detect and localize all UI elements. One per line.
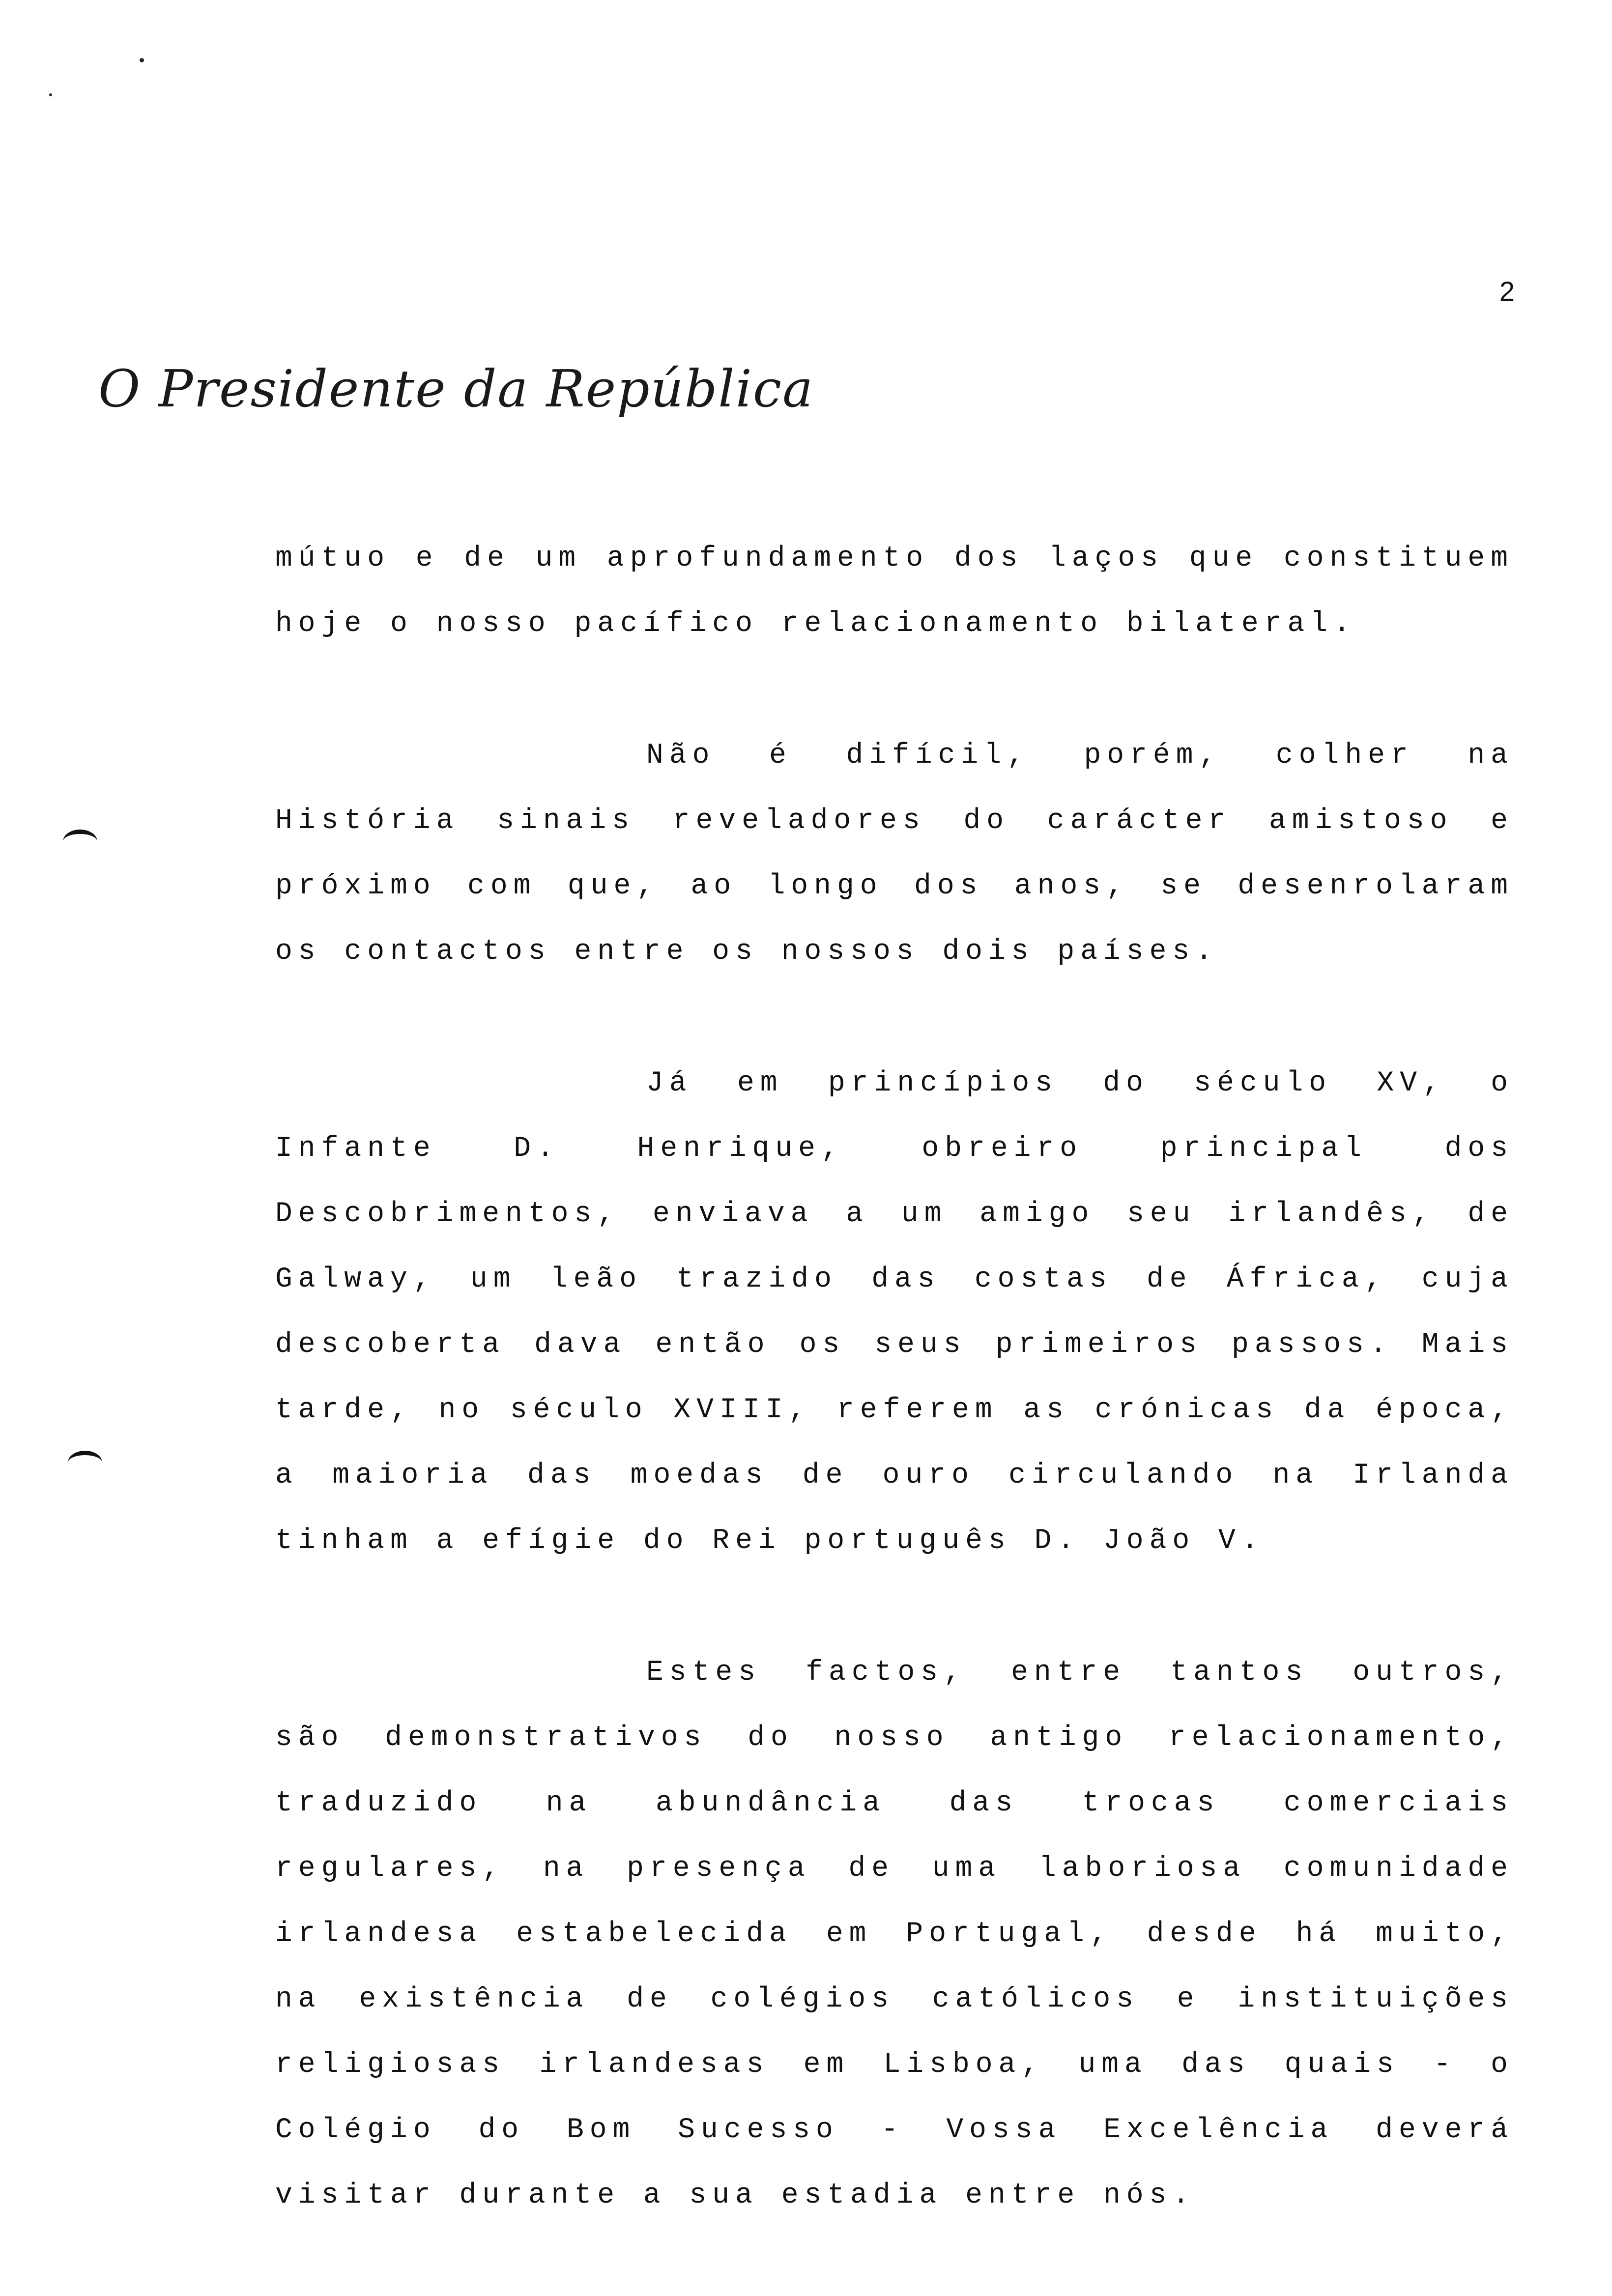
- punch-hole-mark: [63, 830, 97, 854]
- letterhead-title: O Presidente da República: [98, 359, 814, 419]
- page-number: 2: [1499, 276, 1516, 307]
- letter-body: [275, 526, 1514, 2228]
- scan-speck: [49, 93, 52, 96]
- scan-speck: [140, 58, 144, 62]
- paragraph: Estes factos, entre tantos outros, são demonstrativos do nosso antigo relacionamento, traduzido na abundância das trocas comerciais regulares, na presença de uma laboriosa comunidade irlandesa estabelecida em Portugal, desde há muito, na existência de colégios católicos e instituições religiosas irlandesas em Lisboa, uma das quais - o Colégio do Bom Sucesso - Vossa Excelência deverá visitar durante a sua estadia entre nós.: [275, 1657, 1514, 2211]
- punch-hole-mark: [68, 1451, 102, 1475]
- paragraph: mútuo e de um aprofundamento dos laços que constituem hoje o nosso pacífico relacionamento bilateral.: [275, 543, 1514, 640]
- paragraph: Não é difícil, porém, colher na História sinais reveladores do carácter amistoso e próximo com que, ao longo dos anos, se desenrolaram os contactos entre os nossos dois países.: [275, 740, 1514, 968]
- paragraph: Já em princípios do século XV, o Infante D. Henrique, obreiro principal dos Descobrimentos, enviava a um amigo seu irlandês, de Galway, um leão trazido das costas de África, cuja descoberta dava então os seus primeiros passos. Mais tarde, no século XVIII, referem as crónicas da época, a maioria das moedas de ouro circulando na Irlanda tinham a efígie do Rei português D. João V.: [275, 1067, 1514, 1557]
